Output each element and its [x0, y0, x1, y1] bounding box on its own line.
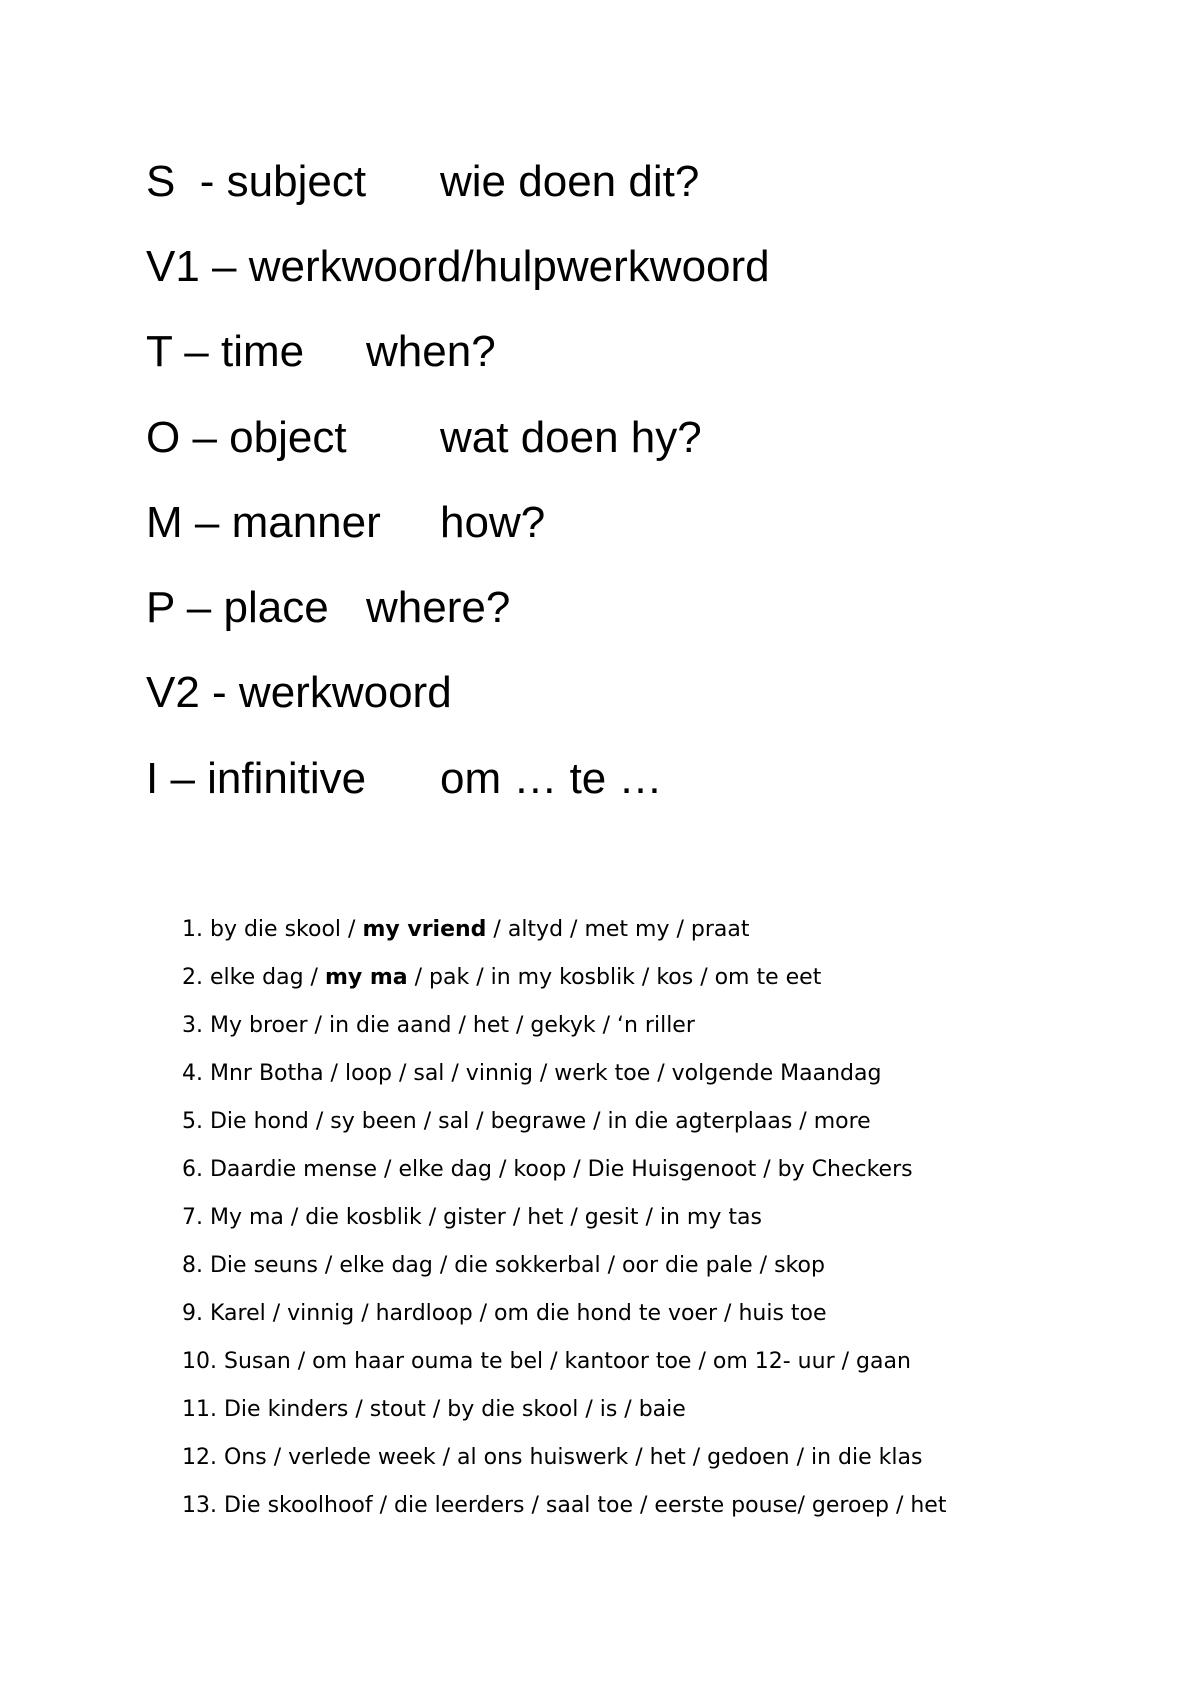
exercise-number: 2. [182, 965, 203, 990]
exercise-text: Ons / verlede week / al ons huiswerk / het / gedoen / in die klas [217, 1445, 923, 1470]
legend-code: O – object [146, 413, 347, 462]
exercise-number: 9. [182, 1301, 203, 1326]
exercise-number: 1. [182, 917, 203, 942]
exercise-bold-text: my vriend [362, 917, 487, 942]
legend-code: M – manner [146, 498, 381, 547]
exercise-text: / altyd / met my / praat [486, 917, 750, 942]
exercise-number: 10. [182, 1349, 217, 1374]
exercise-text: My ma / die kosblik / gister / het / gesit / in my tas [203, 1205, 762, 1230]
exercise-text: / pak / in my kosblik / kos / om te eet [407, 965, 822, 990]
legend-question: when? [366, 327, 496, 376]
exercise-item [182, 1490, 946, 1522]
exercise-number: 11. [182, 1397, 217, 1422]
legend-code: I – infinitive [146, 754, 367, 803]
exercise-text: elke dag / [203, 965, 325, 990]
exercise-item [182, 1298, 827, 1330]
legend-code: V1 – werkwoord/hulpwerkwoord [146, 242, 770, 291]
legend-question: where? [366, 583, 511, 632]
exercise-item [182, 1010, 695, 1042]
legend-row-p [146, 578, 511, 638]
exercise-item [182, 962, 821, 994]
exercise-item [182, 1346, 911, 1378]
exercise-number: 3. [182, 1013, 203, 1038]
legend-row-v2 [146, 663, 452, 723]
legend-row-i [146, 749, 663, 809]
legend-question: wie doen dit? [440, 157, 700, 206]
exercise-number: 7. [182, 1205, 203, 1230]
legend-code: S - subject [146, 157, 367, 206]
exercise-number: 12. [182, 1445, 217, 1470]
legend-code: V2 - werkwoord [146, 668, 452, 717]
exercise-text: by die skool / [203, 917, 363, 942]
legend-question: om … te … [440, 754, 663, 803]
legend-row-o [146, 408, 702, 468]
exercise-text: Daardie mense / elke dag / koop / Die Huisgenoot / by Checkers [203, 1157, 913, 1182]
exercise-text: Susan / om haar ouma te bel / kantoor toe / om 12- uur / gaan [217, 1349, 911, 1374]
exercise-text: Die kinders / stout / by die skool / is / baie [217, 1397, 686, 1422]
exercise-number: 5. [182, 1109, 203, 1134]
exercise-item [182, 1442, 922, 1474]
exercise-number: 6. [182, 1157, 203, 1182]
legend-row-t [146, 322, 496, 382]
legend-row-v1 [146, 237, 770, 297]
legend-question: how? [440, 498, 546, 547]
legend-row-s [146, 152, 700, 212]
exercise-item [182, 1058, 881, 1090]
legend-question: wat doen hy? [440, 413, 702, 462]
exercise-text: Die skoolhoof / die leerders / saal toe / eerste pouse/ geroep / het [217, 1493, 947, 1518]
legend-row-m [146, 493, 546, 553]
exercise-number: 4. [182, 1061, 203, 1086]
exercise-text: Die hond / sy been / sal / begrawe / in die agterplaas / more [203, 1109, 871, 1134]
exercise-item [182, 1154, 913, 1186]
exercise-text: Karel / vinnig / hardloop / om die hond te voer / huis toe [203, 1301, 827, 1326]
exercise-item [182, 1394, 686, 1426]
exercise-item [182, 1202, 762, 1234]
exercise-number: 13. [182, 1493, 217, 1518]
exercise-item [182, 1106, 871, 1138]
legend-code: T – time [146, 327, 305, 376]
exercise-item [182, 1250, 825, 1282]
exercise-text: Mnr Botha / loop / sal / vinnig / werk toe / volgende Maandag [203, 1061, 882, 1086]
exercise-bold-text: my ma [324, 965, 408, 990]
exercise-item [182, 914, 749, 946]
exercise-number: 8. [182, 1253, 203, 1278]
exercise-text: Die seuns / elke dag / die sokkerbal / oor die pale / skop [203, 1253, 825, 1278]
legend-code: P – place [146, 583, 329, 632]
exercise-text: My broer / in die aand / het / gekyk / ‘n riller [203, 1013, 695, 1038]
